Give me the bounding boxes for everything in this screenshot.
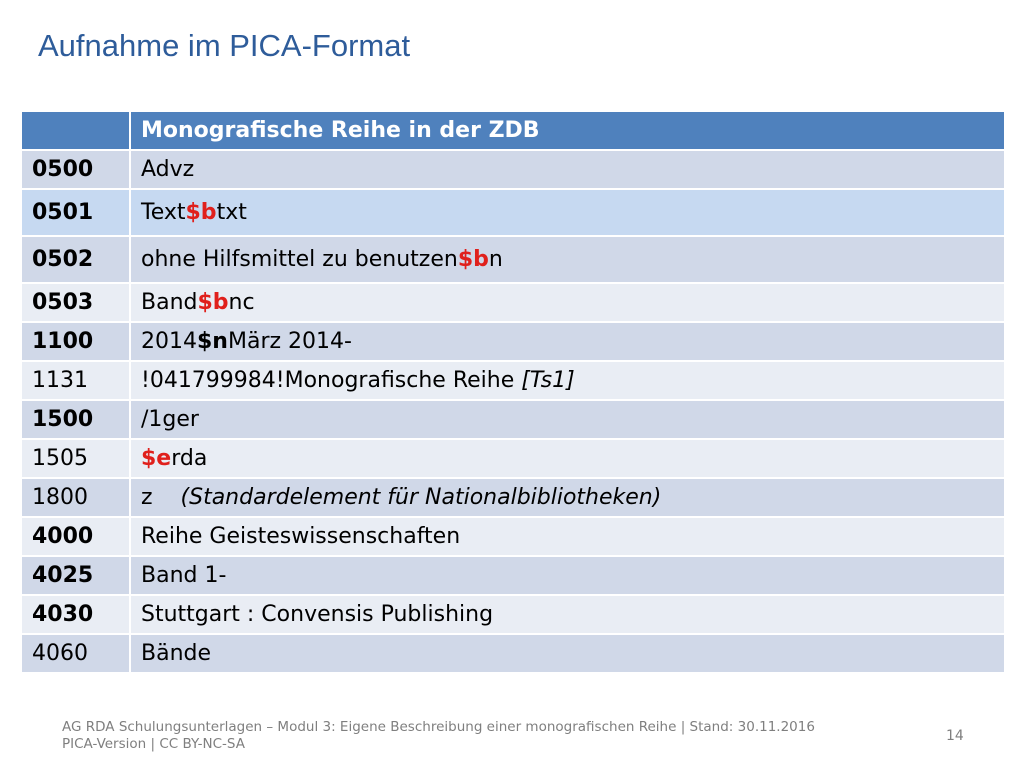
field-text: Text	[141, 200, 186, 225]
field-text: März 2014-	[227, 329, 352, 354]
field-tag: 1131	[21, 361, 130, 400]
table-row	[21, 150, 1005, 189]
field-text: Band 1-	[141, 563, 227, 588]
field-content	[130, 634, 1005, 673]
field-text: (Standardelement für Nationalbibliotheken)	[180, 485, 662, 510]
header-cell-title: Monografische Reihe in der ZDB	[130, 111, 1005, 150]
table-row	[21, 595, 1005, 634]
table-row	[21, 236, 1005, 283]
field-tag: 1800	[21, 478, 130, 517]
field-text: ohne Hilfsmittel zu benutzen	[141, 247, 458, 272]
field-content	[130, 150, 1005, 189]
slide-title: Aufnahme im PICA-Format	[38, 28, 411, 63]
slide-footer	[62, 719, 815, 753]
field-content	[130, 189, 1005, 236]
table-row	[21, 189, 1005, 236]
table-row	[21, 361, 1005, 400]
field-text: Bände	[141, 641, 212, 666]
field-text: Band	[141, 290, 198, 315]
footer-line-1: AG RDA Schulungsunterlagen – Modul 3: Eigene Beschreibung einer monografischen Reihe | Stand: 30.11.2016	[62, 719, 815, 735]
table-row	[21, 322, 1005, 361]
table-row	[21, 439, 1005, 478]
field-content	[130, 400, 1005, 439]
field-content	[130, 283, 1005, 322]
field-content	[130, 236, 1005, 283]
field-content	[130, 595, 1005, 634]
footer-line-2: PICA-Version | CC BY-NC-SA	[62, 736, 245, 752]
field-content	[130, 517, 1005, 556]
field-tag: 0501	[21, 189, 130, 236]
field-text: 2014	[141, 329, 197, 354]
header-cell-field	[21, 111, 130, 150]
field-content	[130, 556, 1005, 595]
field-content	[130, 361, 1005, 400]
field-tag: 0503	[21, 283, 130, 322]
field-text: n	[488, 247, 503, 272]
subfield-code: $b	[197, 290, 229, 315]
field-tag: 1500	[21, 400, 130, 439]
field-tag: 4000	[21, 517, 130, 556]
table-header-row	[21, 111, 1005, 150]
table-row	[21, 400, 1005, 439]
table-row	[21, 634, 1005, 673]
field-text: nc	[228, 290, 255, 315]
subfield-code: $n	[197, 329, 228, 354]
field-content	[130, 439, 1005, 478]
field-text: rda	[171, 446, 208, 471]
field-tag: 4030	[21, 595, 130, 634]
field-text: Reihe Geisteswissenschaften	[141, 524, 461, 549]
field-tag: 4025	[21, 556, 130, 595]
field-content	[130, 478, 1005, 517]
field-tag: 0502	[21, 236, 130, 283]
field-text: Advz	[141, 157, 195, 182]
field-content	[130, 322, 1005, 361]
field-tag: 1100	[21, 322, 130, 361]
field-text: z	[141, 485, 181, 510]
field-tag: 4060	[21, 634, 130, 673]
field-text: !041799984!Monografische Reihe	[141, 368, 522, 393]
field-text: txt	[216, 200, 247, 225]
pica-record-table	[20, 110, 1006, 674]
table-row	[21, 517, 1005, 556]
table-row	[21, 556, 1005, 595]
table-row	[21, 478, 1005, 517]
field-tag: 0500	[21, 150, 130, 189]
subfield-code: $b	[185, 200, 217, 225]
page-number: 14	[946, 728, 964, 744]
field-text: /1ger	[141, 407, 199, 432]
field-tag: 1505	[21, 439, 130, 478]
subfield-code: $b	[457, 247, 489, 272]
table-row	[21, 283, 1005, 322]
field-text: [Ts1]	[521, 368, 575, 393]
field-text: Stuttgart : Convensis Publishing	[141, 602, 494, 627]
subfield-code: $e	[141, 446, 172, 471]
